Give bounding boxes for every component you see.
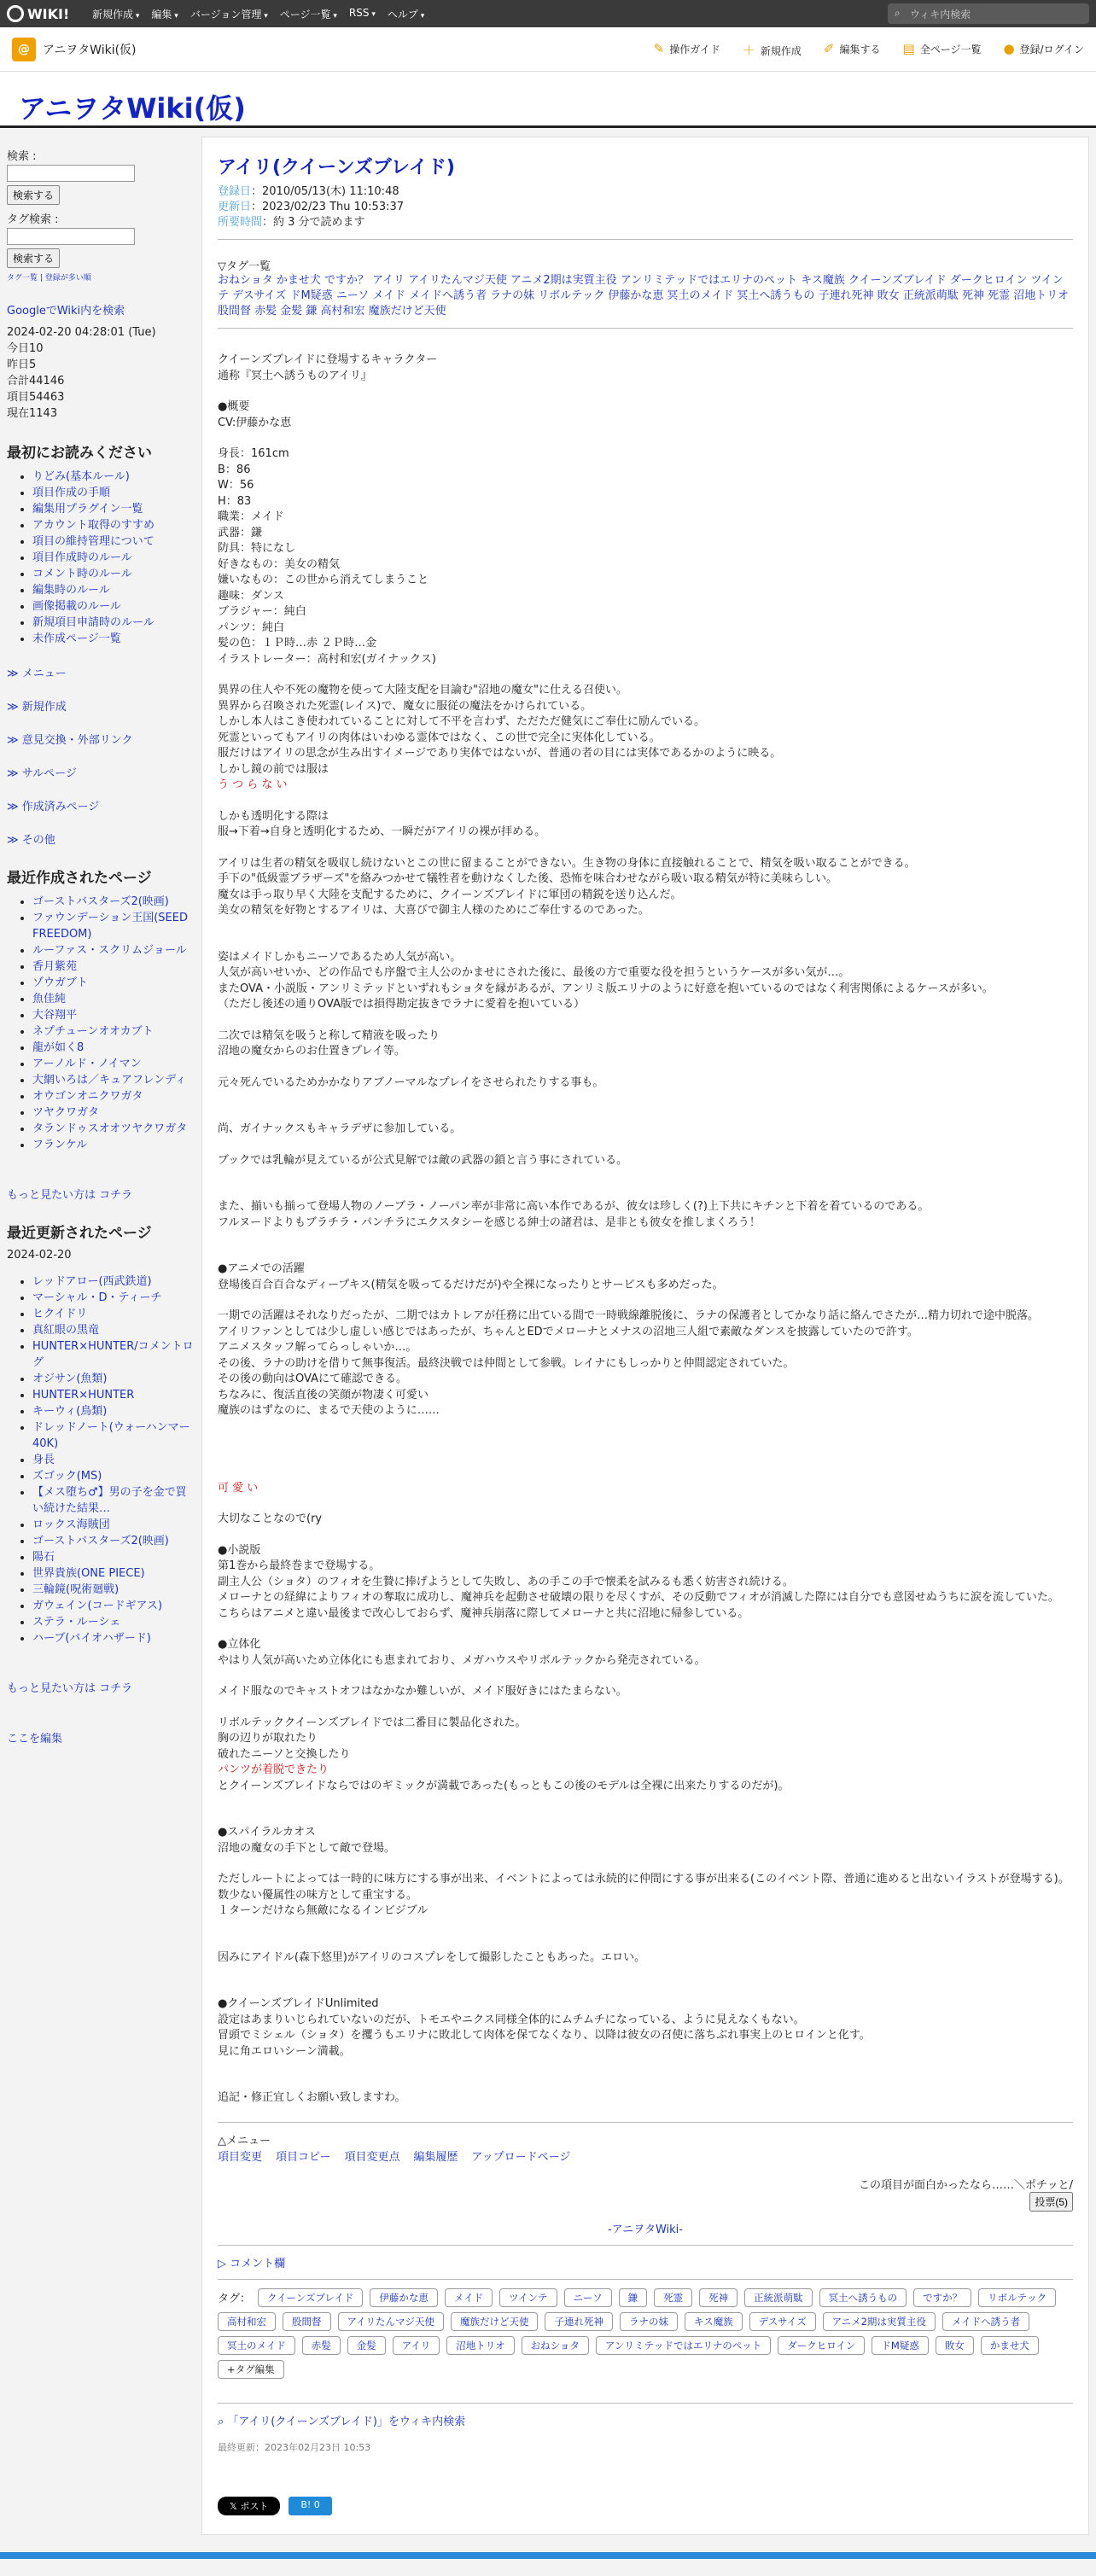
- read-first-list: [32, 469, 196, 647]
- sidebar-link[interactable]: オウゴンオニクワガタ: [32, 1090, 143, 1103]
- body-line: [218, 2075, 1073, 2090]
- body-line: [218, 1435, 1073, 1450]
- tag-chip[interactable]: 伊藤かな恵: [370, 2288, 438, 2307]
- recent-updated-date: 2024-02-20: [7, 1249, 72, 1262]
- sidebar-link[interactable]: 魚佳純: [32, 993, 67, 1005]
- menu-link[interactable]: 項目コピー: [276, 2150, 331, 2164]
- body-line: 一期での活躍はそれなりだったが、二期ではカトレアが任務に出ている間で一時戦線離脱後に、ラナの保護者としてかなり話に絡んでさたが…精力切れで途中脱落。: [218, 1309, 1040, 1322]
- body-line: [218, 1060, 1073, 1075]
- body-line: [218, 1169, 1073, 1184]
- body-line: [218, 1231, 1073, 1246]
- tag-edit-button[interactable]: +タグ編集: [218, 2360, 284, 2379]
- tag-chip[interactable]: ドM疑惑: [872, 2336, 928, 2355]
- body-line: [218, 1184, 1073, 1199]
- tag-search-label: タグ検索 :: [7, 213, 59, 226]
- body-line: 大切なことなので(ry: [218, 1512, 323, 1525]
- tag-chip[interactable]: ダークヒロイン: [778, 2336, 865, 2355]
- wiki-search-input[interactable]: ⌕ ウィキ内検索: [888, 3, 1089, 24]
- sidebar-link[interactable]: 項目作成時のルール: [32, 551, 132, 564]
- tag-chip[interactable]: アイリ: [393, 2336, 440, 2355]
- sidebar-link[interactable]: HUNTER×HUNTER: [32, 1389, 135, 1402]
- body-line: アニメスタッフ解ってらっしゃいか…。: [218, 1341, 417, 1354]
- sidebar-link[interactable]: オジサン(魚類): [32, 1373, 108, 1385]
- tag-chip[interactable]: メイド: [445, 2288, 493, 2307]
- tag-chip[interactable]: アイリたんマジ天使: [338, 2312, 444, 2331]
- body-line: H：83: [218, 494, 252, 508]
- body-line: また、揃いも揃って登場人物のノーブラ・ノーパン率が非常に高い本作であるが、彼女は珍しく(?)上下共にキチンと下着を着ているのである。: [218, 1200, 930, 1213]
- body-line: アイリファンとしては少し虚しい感じではあったが、ちゃんとEDでメローナとメナスの沼地三人組で素敵なダンスを披露していたので許す。: [218, 1325, 918, 1338]
- sidebar-link[interactable]: ゴーストバスターズ2(映画): [32, 1535, 169, 1547]
- body-line: [218, 1496, 1073, 1512]
- tag-chip[interactable]: キス魔族: [685, 2312, 743, 2331]
- sidebar-link[interactable]: 編集時のルール: [32, 584, 110, 597]
- body-line: 武器：鎌: [218, 526, 263, 539]
- sidebar-link[interactable]: 画像掲載のルール: [32, 600, 121, 613]
- tag-chip[interactable]: 冥土へ誘うもの: [819, 2288, 907, 2307]
- login-button[interactable]: ● 登録/ログイン: [1003, 41, 1084, 56]
- body-line: 異界から召喚された死霊(レイス)で、魔女に服従の魔法をかけられている。: [218, 699, 592, 713]
- body-line: メローナとの経緯によりフィオの奪取に成功し、魔神兵を起動させ破壊の限りを尽くすが、その反動でフィオが消滅した際には自分でも意図せぬうちに涙を流していた。: [218, 1591, 1059, 1604]
- header-actions: [654, 41, 1084, 59]
- body-line: パンツ：純白: [218, 621, 285, 634]
- sidebar-link[interactable]: レッドアロー(西武鉄道): [32, 1275, 152, 1288]
- menu-heading: △メニュー: [218, 2134, 271, 2148]
- tag-box: [218, 2288, 1073, 2379]
- sidebar-search-input[interactable]: [7, 165, 135, 182]
- body-line: ただしルートによっては一時的に味方にする事が出来、イベントによっては永続的に仲間にする事が出来る(このイベント際、普通に進めると出ないイラストが登場する)。: [218, 1873, 1070, 1885]
- tag-chip[interactable]: 敗女: [936, 2336, 974, 2355]
- body-line: 姿はメイドしかもニーソであるため人気が高い。: [218, 950, 462, 964]
- tag-chip[interactable]: リボルテック: [978, 2288, 1056, 2307]
- sidebar-link[interactable]: ゾウガブト: [32, 976, 89, 989]
- sidebar-link[interactable]: ロックス海賊団: [32, 1518, 110, 1531]
- body-line: [218, 1450, 1073, 1466]
- main-content: [201, 137, 1089, 2535]
- body-line: その後の動向はOVAにて確認できる。: [218, 1373, 407, 1385]
- menu-help[interactable]: ヘルプ ▾: [388, 7, 424, 21]
- body-line: ちなみに、復活直後の笑顔が物凄く可愛い: [218, 1388, 429, 1402]
- body-line: 設定はあまりいじられていないのだが、トモエやニクス同様全体的にムチムチになっている、ように見えなくもない。: [218, 2013, 805, 2026]
- tag-chip[interactable]: かませ犬: [981, 2336, 1039, 2355]
- tag-chip[interactable]: クイーンズブレイド: [258, 2288, 363, 2307]
- top-navigation-bar: [0, 0, 1096, 27]
- sidebar-link[interactable]: ガウェイン(コードギアス): [32, 1600, 163, 1612]
- tag-label: タグ：: [218, 2293, 252, 2305]
- body-line: しかし本人はこき使われていることに対して不平を言わず、ただただ健気にご奉仕に励んでいる。: [218, 715, 705, 728]
- body-line: 異界の住人や不死の魔物を使って大陸支配を目論む"沼地の魔女"に仕える召使い。: [218, 684, 627, 696]
- body-line: ●立体化: [218, 1638, 261, 1651]
- tag-chip[interactable]: ラナの妹: [620, 2312, 678, 2331]
- document-icon: ▤: [902, 41, 915, 56]
- highlight-text: パンツが着脱できたり: [218, 1763, 329, 1776]
- body-line: [218, 1419, 1073, 1435]
- sidebar-fold[interactable]: ≫ その他: [7, 834, 55, 847]
- body-line: [218, 384, 1073, 399]
- edit-button[interactable]: ✐ 編集する: [823, 41, 881, 56]
- tag-chip[interactable]: ツインテ: [499, 2288, 557, 2307]
- body-line: 登場後百合百合なディープキス(精気を吸ってるだけだが)や全裸になったりとサービスも多めだった。: [218, 1278, 724, 1291]
- body-line: メイド服なのでキャストオフはなかなか難しいが、メイド服好きにはたまらない。: [218, 1685, 627, 1698]
- body-line: [218, 1920, 1073, 1935]
- body-line: 美女の精気を好物とするアイリは、大喜びで御主人様のためにご奉仕するのであった。: [218, 904, 650, 917]
- sidebar-link[interactable]: 大谷翔平: [32, 1009, 78, 1022]
- body-line: 二次では精気を吸うと称して精液を吸ったり: [218, 1029, 440, 1042]
- tag-chip[interactable]: 金髪: [347, 2336, 386, 2355]
- tag-chip[interactable]: 子連れ死神: [545, 2312, 613, 2331]
- body-line: 魔女は手っ取り早く大陸を支配するために、クイーンズブレイドに軍団の精鋭を送り込んだ。: [218, 888, 682, 901]
- body-line: [218, 1810, 1073, 1825]
- body-line: やはり人気が高いため立体化にも恵まれており、メガハウスやリボルテックから発売されている。: [218, 1653, 706, 1667]
- hatena-bookmark-button[interactable]: B! 0: [289, 2497, 331, 2515]
- body-line: [218, 1293, 1073, 1308]
- sidebar-fold[interactable]: ≫ 新規作成: [7, 701, 67, 714]
- tag-search-input[interactable]: [7, 228, 135, 245]
- body-line: [218, 1669, 1073, 1684]
- tag-chip[interactable]: 魔族だけど天使: [451, 2312, 539, 2331]
- tag-chip[interactable]: 死神: [699, 2288, 737, 2307]
- body-line: [218, 1528, 1073, 1543]
- logo-ring-icon: [7, 5, 24, 22]
- sidebar-link[interactable]: ファウンデーション王国(SEED FREEDOM): [32, 912, 188, 941]
- body-line: 服→下着→自身と透明化するため、一瞬だがアイリの裸が拝める。: [218, 825, 546, 838]
- all-pages-button[interactable]: ▤ 全ページ一覧: [902, 41, 982, 56]
- vote-section: この項目が面白かったなら……＼ポチッと/ 投票(5): [218, 2176, 1073, 2212]
- body-line: 第1巻から最終巻まで登場する。: [218, 1559, 381, 1572]
- sidebar-link[interactable]: 【メス堕ち♂】男の子を金で買い続けた結果…: [32, 1486, 187, 1515]
- tag-links[interactable]: おねショタ かませ犬 ですか？ アイリ アイリたんマジ天使 アニメ2期は実質主役 アンリミテッドではエリナのペット キス魔族 クイーンズブレイド ダークヒロイン ツインテ デスサイズ ドM疑惑 ニーソ メイド メイドへ誘う者 ラナの妹 リボルテック 伊藤かな恵 冥土のメイド 冥土へ誘うもの 子連れ死神 敗女 正統派萌駄 死神 死霊 沼地トリオ 股間督 赤髪 金髪 鎌 高村和宏 魔族だけど天使: [218, 274, 1070, 318]
- body-line: イラストレーター：高村和宏(ガイナックス): [218, 652, 436, 666]
- menu-link[interactable]: 項目変更点: [344, 2150, 400, 2164]
- body-line: [218, 1966, 1073, 1981]
- body-line: [218, 1981, 1073, 1996]
- body-line: [218, 1091, 1073, 1106]
- sidebar-link[interactable]: キーウィ(鳥類): [32, 1405, 108, 1418]
- body-line: 服だけはアイリの思念が生み出すイメージであり実体ではないが、普通の者の目には実体であるかのように映る。: [218, 747, 782, 760]
- sidebar-link[interactable]: ドレッドノート(ウォーハンマー40K): [32, 1421, 190, 1450]
- body-line: 追記・修正宜しくお願い致しますわ。: [218, 2091, 406, 2104]
- menu-link[interactable]: 編集履歴: [413, 2150, 458, 2164]
- tag-chip[interactable]: 死霊: [654, 2288, 692, 2307]
- sidebar-link[interactable]: ズゴック(MS): [32, 1470, 102, 1483]
- body-line: 趣味：ダンス: [218, 589, 284, 603]
- more-link-1[interactable]: もっと見たい方は コチラ: [7, 1189, 133, 1202]
- search-icon: ⌕: [218, 2415, 228, 2428]
- vote-button[interactable]: 投票(5): [1029, 2192, 1073, 2212]
- guide-button[interactable]: ✎ 操作ガイド: [653, 41, 720, 56]
- body-line: [218, 841, 1073, 856]
- wiki-search-page-link[interactable]: ⌕ 「アイリ(クイーンズブレイド)」をウィキ内検索: [218, 2415, 466, 2428]
- sidebar-link[interactable]: ステラ・ルーシェ: [32, 1616, 121, 1629]
- sidebar-link[interactable]: タランドゥスオオツヤクワガタ: [32, 1122, 188, 1135]
- sidebar-link[interactable]: 項目作成の手順: [32, 487, 111, 499]
- body-line: [218, 1700, 1073, 1716]
- guide-icon: ✎: [653, 41, 665, 56]
- sidebar-link[interactable]: ゴーストバスターズ2(映画): [32, 895, 169, 908]
- article-body: [218, 353, 1073, 2107]
- body-line: [218, 1246, 1073, 1262]
- sidebar-link[interactable]: 世界貴族(ONE PIECE): [32, 1567, 145, 1580]
- body-line: [218, 935, 1073, 950]
- recent-created-heading: 最近作成されたページ: [7, 870, 152, 887]
- body-line: ●小説版: [218, 1543, 261, 1557]
- sidebar-link[interactable]: 未作成ページ一覧: [32, 632, 121, 645]
- body-line: とクイーンズブレイドならではのギミックが満載であった(もっともこの後のモデルは全裸に出来たりするのだが)。: [218, 1779, 790, 1792]
- site-at-icon: @: [12, 38, 36, 61]
- body-line: フルヌードよりもブラチラ・パンチラにエクスタシーを感じる紳士の諸君は、是非とも彼女を推しまくろう！: [218, 1215, 761, 1229]
- body-line: W：56: [218, 479, 254, 492]
- sidebar-link[interactable]: ルーファス・スクリムジョール: [32, 944, 187, 957]
- new-page-button[interactable]: ＋ 新規作成: [742, 43, 802, 58]
- body-line: ブラジャー：純白: [218, 605, 306, 618]
- body-line: ●スパイラルカオス: [218, 1826, 316, 1839]
- sidebar-link[interactable]: 新規項目申請時のルール: [32, 616, 154, 629]
- body-line: 魔族のはずなのに、まるで天使のように……: [218, 1404, 440, 1417]
- body-line: [218, 1138, 1073, 1153]
- wiki-banner: [0, 72, 1096, 128]
- top-menu: [92, 7, 424, 21]
- recent-updated-list: [32, 1273, 196, 1646]
- sidebar-link[interactable]: ツヤクワガタ: [32, 1106, 100, 1119]
- sidebar-fold[interactable]: ≫ 作成済みページ: [7, 801, 100, 813]
- tag-chip[interactable]: 沼地トリオ: [446, 2336, 514, 2355]
- sidebar: [7, 145, 196, 1746]
- sidebar-link[interactable]: 真紅眼の黒竜: [32, 1324, 100, 1337]
- body-line: クイーンズブレイドに登場するキャラクター: [218, 353, 438, 366]
- body-line: [218, 1466, 1073, 1481]
- sidebar-link[interactable]: ネプチューンオオカブト: [32, 1025, 154, 1038]
- body-line: ●概要: [218, 400, 250, 413]
- body-line: [218, 1013, 1073, 1029]
- search-icon: ⌕: [895, 7, 901, 19]
- body-line: ●アニメでの活躍: [218, 1262, 305, 1275]
- sidebar-link[interactable]: 編集用プラグイン一覧: [32, 503, 143, 516]
- highlight-text: う つ ら な い: [218, 778, 288, 791]
- sidebar-fold[interactable]: ≫ メニュー: [7, 667, 67, 680]
- body-line: [218, 2060, 1073, 2075]
- body-line: 数少ない優属性の味方として重宝する。: [218, 1888, 418, 1902]
- menu-link[interactable]: アップロードページ: [471, 2150, 571, 2164]
- share-buttons: [218, 2497, 1073, 2515]
- body-line: [218, 431, 1073, 446]
- atwiki-logo[interactable]: WIKI!: [7, 4, 69, 23]
- body-line: １ターンだけなら無敵になるインビジブル: [218, 1904, 428, 1917]
- sidebar-search-button[interactable]: 検索する: [7, 185, 60, 205]
- page-meta: 登録日：2010/05/13(木) 11:10:48 更新日：2023/02/23 Thu 10:53:37 所要時間：約 3 分で読めます: [218, 185, 405, 229]
- sidebar-link[interactable]: 大網いろは／キュアフレンディ: [32, 1074, 187, 1087]
- body-line: （ただし後述の通りOVA版では損得勘定抜きでラナに愛着を抱いている）: [218, 998, 585, 1011]
- post-button[interactable]: 𝕏 ポスト: [218, 2497, 280, 2515]
- sidebar-link[interactable]: ヒクイドリ: [32, 1308, 88, 1320]
- body-line: 死霊といってもアイリの肉体はいわゆる霊体ではなく、この世で完全に実体化している。: [218, 731, 661, 744]
- read-first-heading: 最初にお読みください: [7, 445, 152, 462]
- sidebar-fold[interactable]: ≫ 意見交換・外部リンク: [7, 734, 133, 747]
- tag-chip[interactable]: 股間督: [283, 2312, 331, 2331]
- tag-chip[interactable]: 鎌: [619, 2288, 648, 2307]
- sidebar-link[interactable]: 項目の維持管理について: [32, 535, 154, 548]
- sidebar-link[interactable]: フランケル: [32, 1139, 88, 1151]
- body-line: [218, 1622, 1073, 1637]
- body-line: 冒頭でミシェル（ショタ）を攫うもエリナに敗北して肉体を保てなくなり、以降は彼女の召使に落ちぶれ事実上のヒロインと化す。: [218, 2029, 871, 2042]
- body-line: [218, 667, 1073, 683]
- menu-edit[interactable]: 編集 ▾: [151, 7, 178, 21]
- body-line: 見に角エロいシーン満載。: [218, 2044, 351, 2058]
- wiki-title[interactable]: アニヲタWiki(仮): [19, 92, 246, 125]
- tag-chip[interactable]: メイドへ誘う者: [942, 2312, 1029, 2331]
- google-search-link[interactable]: GoogleでWiki内を検索: [7, 305, 125, 318]
- footer-bar: [0, 2552, 1096, 2559]
- body-line: またOVA・小説版・アンリミテッドといずれもショタを縁があるが、アンリミ版エリナのように好意を抱いているのではなく利害関係によるケースが多い。: [218, 982, 994, 995]
- tag-chip[interactable]: おねショタ: [522, 2336, 589, 2355]
- menu-version[interactable]: バージョン管理 ▾: [190, 7, 268, 21]
- highlight-text: 可 愛 い: [218, 1481, 259, 1495]
- tag-chip[interactable]: ですか？: [913, 2288, 971, 2307]
- sidebar-link[interactable]: 三輪鏡(呪術廻戦): [32, 1583, 120, 1596]
- tag-chip[interactable]: 冥土のメイド: [218, 2336, 295, 2355]
- plus-icon: ＋: [742, 43, 755, 58]
- body-line: 破れたニーソと交換したり: [218, 1747, 351, 1761]
- edit-sidebar-link[interactable]: ここを編集: [7, 1733, 63, 1746]
- body-line: [218, 1935, 1073, 1950]
- body-line: 尚、ガイナックスもキャラデザに参加している。: [218, 1122, 462, 1135]
- tag-chip[interactable]: ニーソ: [564, 2288, 612, 2307]
- body-line: [218, 1106, 1073, 1122]
- body-line: 職業：メイド: [218, 510, 284, 523]
- sidebar-link[interactable]: マーシャル・D・ティーチ: [32, 1291, 162, 1304]
- body-line: 通称『冥土へ誘うものアイリ』: [218, 369, 372, 382]
- sidebar-link[interactable]: アカウント取得のすすめ: [32, 519, 155, 532]
- tag-chip[interactable]: アニメ2期は実質主役: [823, 2312, 936, 2331]
- body-line: アイリは生者の精気を吸収し続けないとこの世に留まることができない。生き物の身体に直接触れることで、精気を吸い取ることができる。: [218, 856, 916, 870]
- tag-search-button[interactable]: 検索する: [7, 248, 60, 268]
- body-line: しかし鏡の前では服は: [218, 762, 329, 776]
- sidebar-link[interactable]: 龍が如く8: [32, 1041, 85, 1054]
- sidebar-link[interactable]: HUNTER×HUNTER/コメントログ: [32, 1340, 194, 1369]
- menu-rss[interactable]: RSS ▾: [349, 7, 376, 21]
- body-line: しかも透明化する際は: [218, 809, 329, 823]
- sidebar-link[interactable]: ハーブ(バイオハザード): [32, 1632, 151, 1645]
- body-line: 胸の辺りが取れたり: [218, 1732, 318, 1745]
- body-line: 因みにアイドル(森下悠里)がアイリのコスプレをして撮影したこともあった。エロい。: [218, 1950, 646, 1964]
- users-icon: ●: [1003, 41, 1015, 56]
- body-line: 髪の色：１Ｐ時…赤 ２Ｐ時…金: [218, 637, 377, 650]
- site-header: [0, 27, 1096, 72]
- recent-updated-heading: 最近更新されたページ: [7, 1225, 152, 1242]
- tag-chip[interactable]: 正統派萌駄: [744, 2288, 813, 2307]
- body-line: 好きなもの：美女の精気: [218, 557, 341, 571]
- body-line: 副主人公（ショタ）のフィオを生贄に捧げようとして失敗し、あの手この手で懐柔を試みるも悉く妨害され続ける。: [218, 1575, 794, 1588]
- body-line: リボルテッククイーンズブレイドでは二番目に製品化された。: [218, 1716, 527, 1729]
- body-line: 沼地の魔女の手下として敵で登場。: [218, 1841, 396, 1855]
- sidebar-link[interactable]: りどみ(基本ルール): [32, 470, 130, 483]
- search-label: 検索 :: [7, 150, 37, 163]
- body-line: その後、ラナの助けを借りて無事復活。最終決戦では仲間として参戦。レイナにもしっかりと仲間認定されていた。: [218, 1356, 795, 1370]
- sidebar-link[interactable]: コメント時のルール: [32, 568, 132, 580]
- more-link-2[interactable]: もっと見たい方は コチラ: [7, 1682, 133, 1695]
- menu-new[interactable]: 新規作成 ▾: [92, 7, 139, 21]
- last-updated: 最終更新：2023年02月23日 10:53: [218, 2441, 371, 2453]
- menu-link[interactable]: 項目変更: [218, 2150, 263, 2164]
- recent-created-list: [32, 894, 196, 1153]
- body-line: こちらはアニメと違い最後まで改心しておらず、魔神兵崩落に際してメローナと共に沼地に帰参している。: [218, 1606, 749, 1620]
- body-line: [218, 1856, 1073, 1872]
- sidebar-link[interactable]: 陽石: [32, 1551, 55, 1564]
- body-line: B：86: [218, 463, 251, 476]
- tag-chip[interactable]: デスサイズ: [749, 2312, 816, 2331]
- body-line: 元々死んでいるためかかなりアブノーマルなプレイをさせられたりする事も。: [218, 1075, 604, 1089]
- body-line: [218, 794, 1073, 809]
- pencil-icon: ✐: [823, 41, 835, 56]
- body-line: [218, 919, 1073, 935]
- body-line: ブックでは乳輪が見えているが公式見解では敵の武器の鎖と言う事にされている。: [218, 1153, 628, 1167]
- tag-chip[interactable]: アンリミテッドではエリナのペット: [596, 2336, 771, 2355]
- body-line: 嫌いなもの：この世から消えてしまうこと: [218, 574, 429, 586]
- site-footer-link[interactable]: -アニヲタWiki-: [608, 2223, 683, 2236]
- body-line: 沼地の魔女からのお仕置きプレイ等。: [218, 1045, 405, 1058]
- page-title: アイリ(クイーンズブレイド): [218, 157, 455, 178]
- body-line: 防具：特になし: [218, 542, 296, 555]
- tag-chip[interactable]: 高村和宏: [218, 2312, 276, 2331]
- page-menu: [218, 2148, 1073, 2164]
- sidebar-link[interactable]: アーノルド・ノイマン: [32, 1058, 142, 1070]
- tag-chip[interactable]: 赤髪: [302, 2336, 341, 2355]
- tag-list-link[interactable]: タグ一覧 | 登録が多い順: [7, 274, 91, 283]
- sidebar-fold[interactable]: ≫ サルページ: [7, 767, 77, 780]
- body-line: 身長：161cm: [218, 447, 289, 460]
- body-line: 人気が高いせいか、どの作品でも序盤で主人公のかませにされた後に、最後の方で重要な役を担うというケースが多い気が…。: [218, 966, 850, 979]
- access-counter: 2024-02-20 04:28:01 (Tue) 今日10 昨日5 合計44146 項目54463 現在1143: [7, 326, 156, 420]
- sidebar-link[interactable]: 香月紫苑: [32, 960, 78, 973]
- body-line: [218, 1794, 1073, 1810]
- site-name-link[interactable]: @ アニヲタWiki(仮): [12, 38, 137, 61]
- menu-pages[interactable]: ページ一覧 ▾: [280, 7, 337, 21]
- body-line: CV:伊藤かな恵: [218, 416, 292, 429]
- comment-toggle[interactable]: ▷ コメント欄: [218, 2257, 286, 2270]
- body-line: 手下の"低級霊ブラザーズ"を絡みつかせて犠牲者を動けなくした後、恐怖を味合わせながら吸い取る精気が特に美味らしい。: [218, 872, 838, 885]
- body-line: ●クイーンズブレイドUnlimited: [218, 1997, 379, 2010]
- sidebar-link[interactable]: 身長: [32, 1454, 55, 1466]
- tag-list-heading[interactable]: ▽タグ一覧: [218, 260, 271, 273]
